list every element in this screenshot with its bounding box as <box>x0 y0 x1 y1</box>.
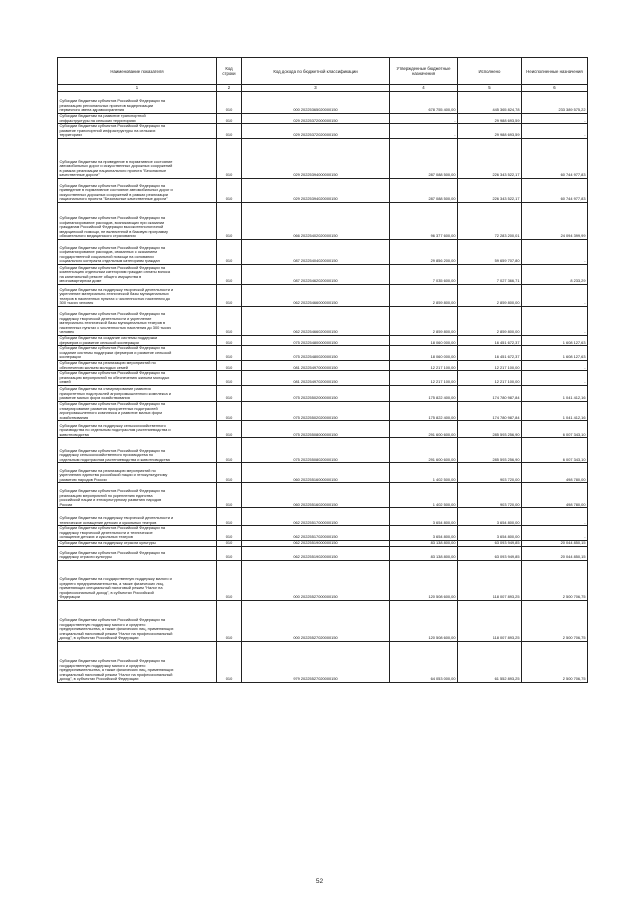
approved-amount-cell: 64 053 000,00 <box>390 642 458 683</box>
indicator-name-cell: Субсидии бюджетам субъектов Российской Федерации на софинансирование расходов, связанных с оказанием государственной социальной помощи на основании социального контракта отдельным категориям граждан <box>58 239 217 264</box>
executed-amount-cell: 63 093 949,85 <box>458 547 522 561</box>
line-code-cell: 010 <box>217 508 242 526</box>
table-row <box>58 202 588 239</box>
indicator-name-cell: Субсидии бюджетам субъектов Российской Федерации на поддержку творческой деятельности и техническое оснащение детских и кукольных театров <box>58 526 217 541</box>
approved-amount-cell: 175 822 400,00 <box>390 385 458 401</box>
page-number: 52 <box>315 878 324 885</box>
income-code-cell: 000 20225527020000150 <box>242 601 390 642</box>
table-row <box>58 360 588 370</box>
line-code-cell: 010 <box>217 306 242 335</box>
unexecuted-amount-cell: - <box>522 360 588 370</box>
header-income-code: Код дохода по бюджетной классификации <box>242 58 390 85</box>
income-code-cell: 062 20225517000000150 <box>242 508 390 526</box>
line-code-cell: 010 <box>217 601 242 642</box>
line-code-cell: 010 <box>217 239 242 264</box>
unexecuted-amount-cell: 1 041 412,16 <box>522 385 588 401</box>
table-body <box>58 92 588 683</box>
column-number: 1 <box>58 85 217 92</box>
executed-amount-cell: 118 007 893,25 <box>458 601 522 642</box>
indicator-name-cell: Субсидии бюджетам на поддержку творческой деятельности и техническое оснащение детских и кукольных театров <box>58 508 217 526</box>
indicator-name-cell: Субсидии бюджетам субъектов Российской Федерации на поддержку сельскохозяйственного производства по отдельным подотраслям растениеводства и животноводства <box>58 438 217 463</box>
income-code-cell: 075 20225502000000150 <box>242 385 390 401</box>
indicator-name-cell: Субсидии бюджетам на реализацию мероприятий по обеспечению жильем молодых семей <box>58 360 217 370</box>
executed-amount-cell: 59 659 707,80 <box>458 239 522 264</box>
executed-amount-cell: 16 451 672,37 <box>458 335 522 345</box>
approved-amount-cell: 96 377 600,00 <box>390 202 458 239</box>
table-row <box>58 335 588 345</box>
indicator-name-cell: Субсидии бюджетам субъектов Российской Федерации на развитие транспортной инфраструктуры на сельских территориях <box>58 124 217 139</box>
line-code-cell: 010 <box>217 401 242 420</box>
table-header-row <box>58 58 588 85</box>
indicator-name-cell: Субсидии бюджетам субъектов Российской Федерации на государственную поддержку малого и среднего предпринимательства, а также физических лиц, применяющих специальный налоговый режим "Налог на профессиональный доход", в субъектах Российской Федерации <box>58 642 217 683</box>
line-code-cell: 010 <box>217 561 242 601</box>
line-code-cell: 010 <box>217 385 242 401</box>
unexecuted-amount-cell: 20 044 850,15 <box>522 547 588 561</box>
table-row <box>58 92 588 114</box>
header-indicator-name: Наименование показателя <box>58 58 217 85</box>
unexecuted-amount-cell: 1 608 127,63 <box>522 346 588 361</box>
table-row <box>58 138 588 178</box>
income-code-cell: 062 20225517020000150 <box>242 526 390 541</box>
unexecuted-amount-cell: - <box>522 239 588 264</box>
line-code-cell: 010 <box>217 541 242 547</box>
approved-amount-cell: 12 217 100,00 <box>390 360 458 370</box>
line-code-cell: 010 <box>217 124 242 139</box>
approved-amount-cell: 291 600 600,00 <box>390 438 458 463</box>
indicator-name-cell: Субсидии бюджетам на поддержку сельскохозяйственного производства по отдельным подотраслям растениеводства и животноводства <box>58 421 217 438</box>
header-line-code: Код строки <box>217 58 242 85</box>
table-row <box>58 438 588 463</box>
executed-amount-cell: 903 720,00 <box>458 483 522 508</box>
approved-amount-cell: 2 859 800,00 <box>390 284 458 306</box>
unexecuted-amount-cell: 2 500 706,75 <box>522 561 588 601</box>
executed-amount-cell: 174 780 987,84 <box>458 385 522 401</box>
income-code-cell: 062 20225519000000150 <box>242 541 390 547</box>
table-row <box>58 306 588 335</box>
unexecuted-amount-cell: 20 044 850,15 <box>522 541 588 547</box>
table-row <box>58 239 588 264</box>
unexecuted-amount-cell: 24 094 399,99 <box>522 202 588 239</box>
column-number: 6 <box>522 85 588 92</box>
table-row <box>58 547 588 561</box>
unexecuted-amount-cell: 2 500 706,75 <box>522 642 588 683</box>
indicator-name-cell: Субсидии бюджетам на развитие транспортной инфраструктуры на сельских территориях <box>58 114 217 124</box>
income-code-cell: 000 20225365020000150 <box>242 92 390 114</box>
income-code-cell: 062 20225519020000150 <box>242 547 390 561</box>
approved-amount-cell: 3 654 800,00 <box>390 508 458 526</box>
line-code-cell: 010 <box>217 642 242 683</box>
indicator-name-cell: Субсидии бюджетам на поддержку творческой деятельности и укрепление материально-технической базы муниципальных театров в населенных пунктах с численностью населения до 300 тысяч человек <box>58 284 217 306</box>
unexecuted-amount-cell: - <box>522 306 588 335</box>
table-row <box>58 371 588 386</box>
indicator-name-cell: Субсидии бюджетам на стимулирование развития приоритетных подотраслей агропромышленного комплекса и развитие малых форм хозяйствования <box>58 385 217 401</box>
unexecuted-amount-cell: 1 608 127,63 <box>522 335 588 345</box>
table-row <box>58 601 588 642</box>
line-code-cell: 010 <box>217 138 242 178</box>
line-code-cell: 010 <box>217 438 242 463</box>
line-code-cell: 010 <box>217 346 242 361</box>
unexecuted-amount-cell: 6 007 343,10 <box>522 421 588 438</box>
budget-execution-table <box>57 57 588 683</box>
executed-amount-cell: 16 451 672,37 <box>458 346 522 361</box>
income-code-cell: 075 20225480000000150 <box>242 335 390 345</box>
executed-amount-cell: 3 654 800,00 <box>458 508 522 526</box>
income-code-cell: 000 20225527000000150 <box>242 561 390 601</box>
unexecuted-amount-cell: 498 780,00 <box>522 483 588 508</box>
income-code-cell: 075 20225480020000150 <box>242 346 390 361</box>
approved-amount-cell: 29 856 200,00 <box>390 239 458 264</box>
indicator-name-cell: Субсидии бюджетам субъектов Российской Федерации на стимулирование развития приоритетных подотраслей агропромышленного комплекса и развитие малых форм хозяйствования <box>58 401 217 420</box>
line-code-cell: 010 <box>217 284 242 306</box>
income-code-cell: 075 20225508000000150 <box>242 421 390 438</box>
column-number: 5 <box>458 85 522 92</box>
indicator-name-cell: Субсидии бюджетам на приведение в нормативное состояние автомобильных дорог и искусственных дорожных сооружений в рамках реализации национального проекта "Безопасные качественные дороги" <box>58 138 217 178</box>
indicator-name-cell: Субсидии бюджетам на поддержку отрасли культуры <box>58 541 217 547</box>
unexecuted-amount-cell: - <box>522 371 588 386</box>
table-row <box>58 401 588 420</box>
executed-amount-cell: 63 093 949,85 <box>458 541 522 547</box>
line-code-cell: 010 <box>217 463 242 483</box>
income-code-cell: 075 20225502020000150 <box>242 401 390 420</box>
executed-amount-cell: 285 593 256,90 <box>458 421 522 438</box>
indicator-name-cell: Субсидии бюджетам субъектов Российской Федерации на создание системы поддержки фермеров и развитие сельской кооперации <box>58 346 217 361</box>
income-code-cell: 066 20225402020000150 <box>242 202 390 239</box>
indicator-name-cell: Субсидии бюджетам субъектов Российской Федерации на приведение в нормативное состояние автомобильных дорог и искусственных дорожных сооружений в рамках реализации национального проекта "Безопасные качественные дороги" <box>58 178 217 202</box>
unexecuted-amount-cell: - <box>522 124 588 139</box>
income-code-cell: 060 20225516000000150 <box>242 463 390 483</box>
line-code-cell: 010 <box>217 264 242 284</box>
approved-amount-cell: 3 654 800,00 <box>390 526 458 541</box>
indicator-name-cell: Субсидии бюджетам на государственную поддержку малого и среднего предпринимательства, а также физических лиц, применяющих специальный налоговый режим "Налог на профессиональный доход", в субъектах Российской Федерации <box>58 561 217 601</box>
indicator-name-cell: Субсидии бюджетам субъектов Российской Федерации на поддержку отрасли культуры <box>58 547 217 561</box>
executed-amount-cell: 72 283 200,01 <box>458 202 522 239</box>
approved-amount-cell: 83 138 800,00 <box>390 547 458 561</box>
table-row <box>58 508 588 526</box>
executed-amount-cell: 174 780 987,84 <box>458 401 522 420</box>
line-code-cell: 010 <box>217 547 242 561</box>
unexecuted-amount-cell: - <box>522 284 588 306</box>
approved-amount-cell: 287 088 500,00 <box>390 178 458 202</box>
income-code-cell: 979 20225527020000150 <box>242 642 390 683</box>
approved-amount-cell: 175 822 400,00 <box>390 401 458 420</box>
income-code-cell: 087 20225462020000150 <box>242 264 390 284</box>
unexecuted-amount-cell: - <box>522 526 588 541</box>
table-row <box>58 463 588 483</box>
approved-amount-cell: 287 088 500,00 <box>390 138 458 178</box>
indicator-name-cell: Субсидии бюджетам на создание системы поддержки фермеров и развитие сельской кооперации <box>58 335 217 345</box>
unexecuted-amount-cell: 2 500 706,75 <box>522 601 588 642</box>
report-page <box>57 57 587 683</box>
line-code-cell: 010 <box>217 360 242 370</box>
income-code-cell: 029 20225394020000150 <box>242 178 390 202</box>
line-code-cell: 010 <box>217 421 242 438</box>
table-row <box>58 526 588 541</box>
unexecuted-amount-cell: 6 007 343,10 <box>522 438 588 463</box>
approved-amount-cell: 7 035 600,00 <box>390 264 458 284</box>
income-code-cell: 029 20225372000000150 <box>242 114 390 124</box>
line-code-cell: 010 <box>217 483 242 508</box>
income-code-cell: 062 20225466020000150 <box>242 306 390 335</box>
executed-amount-cell: 226 343 522,17 <box>458 178 522 202</box>
unexecuted-amount-cell: 498 780,00 <box>522 463 588 483</box>
income-code-cell: 029 20225394000000150 <box>242 138 390 178</box>
executed-amount-cell: 226 343 522,17 <box>458 138 522 178</box>
executed-amount-cell: 7 027 366,71 <box>458 264 522 284</box>
executed-amount-cell: 445 365 824,78 <box>458 92 522 114</box>
executed-amount-cell: 12 217 100,00 <box>458 360 522 370</box>
executed-amount-cell: 2 859 800,00 <box>458 306 522 335</box>
income-code-cell: 087 20225404020000150 <box>242 239 390 264</box>
unexecuted-amount-cell: 60 744 977,83 <box>522 178 588 202</box>
indicator-name-cell: Субсидии бюджетам субъектов Российской Федерации на компенсацию отдельным категориям граждан оплаты взноса на капитальный ремонт общего имущества в многоквартирном доме <box>58 264 217 284</box>
approved-amount-cell: 83 138 800,00 <box>390 541 458 547</box>
line-code-cell: 010 <box>217 92 242 114</box>
executed-amount-cell: 285 593 256,90 <box>458 438 522 463</box>
indicator-name-cell: Субсидии бюджетам субъектов Российской Федерации на реализацию мероприятий по укреплению единства российской нации и этнокультурному развитию народов России <box>58 483 217 508</box>
indicator-name-cell: Субсидии бюджетам на реализацию мероприятий по укреплению единства российской нации и этнокультурному развитию народов России <box>58 463 217 483</box>
column-number-row <box>58 85 588 92</box>
table-row <box>58 561 588 601</box>
approved-amount-cell: 12 217 100,00 <box>390 371 458 386</box>
income-code-cell: 029 20225372020000150 <box>242 124 390 139</box>
executed-amount-cell: 903 720,00 <box>458 463 522 483</box>
table-row <box>58 385 588 401</box>
line-code-cell: 010 <box>217 526 242 541</box>
executed-amount-cell: 118 007 893,25 <box>458 561 522 601</box>
column-number: 4 <box>390 85 458 92</box>
indicator-name-cell: Субсидии бюджетам субъектов Российской Федерации на софинансирование расходов, возникающих при оказании гражданам Российской Федерации высокотехнологичной медицинской помощи, не включенной в базовую программу обязательного медицинского страхования <box>58 202 217 239</box>
table-row <box>58 346 588 361</box>
header-unexecuted: Неисполненные назначения <box>522 58 588 85</box>
table-row <box>58 178 588 202</box>
indicator-name-cell: Субсидии бюджетам субъектов Российской Федерации на государственную поддержку малого и среднего предпринимательства, а также физических лиц, применяющих специальный налоговый режим "Налог на профессиональный доход", в субъектах Российской Федерации <box>58 601 217 642</box>
approved-amount-cell: 120 508 600,00 <box>390 601 458 642</box>
table-row <box>58 284 588 306</box>
table-row <box>58 541 588 547</box>
executed-amount-cell: 29 988 693,59 <box>458 124 522 139</box>
executed-amount-cell: 3 654 800,00 <box>458 526 522 541</box>
table-row <box>58 124 588 139</box>
indicator-name-cell: Субсидии бюджетам субъектов Российской Федерации на реализацию региональных проектов модернизации первичного звена здравоохранения <box>58 92 217 114</box>
unexecuted-amount-cell: 233 389 575,22 <box>522 92 588 114</box>
approved-amount-cell: 18 060 000,00 <box>390 346 458 361</box>
approved-amount-cell: 291 600 600,00 <box>390 421 458 438</box>
line-code-cell: 010 <box>217 335 242 345</box>
approved-amount-cell: 1 402 500,00 <box>390 483 458 508</box>
executed-amount-cell: 12 217 100,00 <box>458 371 522 386</box>
approved-amount-cell: - <box>390 124 458 139</box>
approved-amount-cell: - <box>390 114 458 124</box>
table-row <box>58 642 588 683</box>
unexecuted-amount-cell: 1 041 412,16 <box>522 401 588 420</box>
column-number: 3 <box>242 85 390 92</box>
approved-amount-cell: 120 508 600,00 <box>390 561 458 601</box>
unexecuted-amount-cell: 8 233,29 <box>522 264 588 284</box>
header-approved: Утвержденные бюджетные назначения <box>390 58 458 85</box>
table-row <box>58 264 588 284</box>
income-code-cell: 081 20225497000000150 <box>242 360 390 370</box>
income-code-cell: 060 20225516020000150 <box>242 483 390 508</box>
unexecuted-amount-cell: - <box>522 508 588 526</box>
indicator-name-cell: Субсидии бюджетам субъектов Российской Федерации на поддержку творческой деятельности и укрепление материально-технической базы муниципальных театров в населенных пунктах с численностью населения до 300 тысяч человек <box>58 306 217 335</box>
line-code-cell: 010 <box>217 114 242 124</box>
approved-amount-cell: 18 060 000,00 <box>390 335 458 345</box>
table-row <box>58 114 588 124</box>
executed-amount-cell: 61 552 893,25 <box>458 642 522 683</box>
header-executed: Исполнено <box>458 58 522 85</box>
approved-amount-cell: 1 402 500,00 <box>390 463 458 483</box>
line-code-cell: 010 <box>217 371 242 386</box>
table-row <box>58 421 588 438</box>
unexecuted-amount-cell: - <box>522 114 588 124</box>
line-code-cell: 010 <box>217 178 242 202</box>
column-number: 2 <box>217 85 242 92</box>
approved-amount-cell: 2 859 800,00 <box>390 306 458 335</box>
unexecuted-amount-cell: 60 744 977,83 <box>522 138 588 178</box>
table-row <box>58 483 588 508</box>
executed-amount-cell: 2 859 800,00 <box>458 284 522 306</box>
income-code-cell: 075 20225508020000150 <box>242 438 390 463</box>
income-code-cell: 062 20225466000000150 <box>242 284 390 306</box>
approved-amount-cell: 678 755 400,00 <box>390 92 458 114</box>
income-code-cell: 081 20225497020000150 <box>242 371 390 386</box>
executed-amount-cell: 29 988 693,59 <box>458 114 522 124</box>
indicator-name-cell: Субсидии бюджетам субъектов Российской Федерации на реализацию мероприятий по обеспечению жильем молодых семей <box>58 371 217 386</box>
line-code-cell: 010 <box>217 202 242 239</box>
